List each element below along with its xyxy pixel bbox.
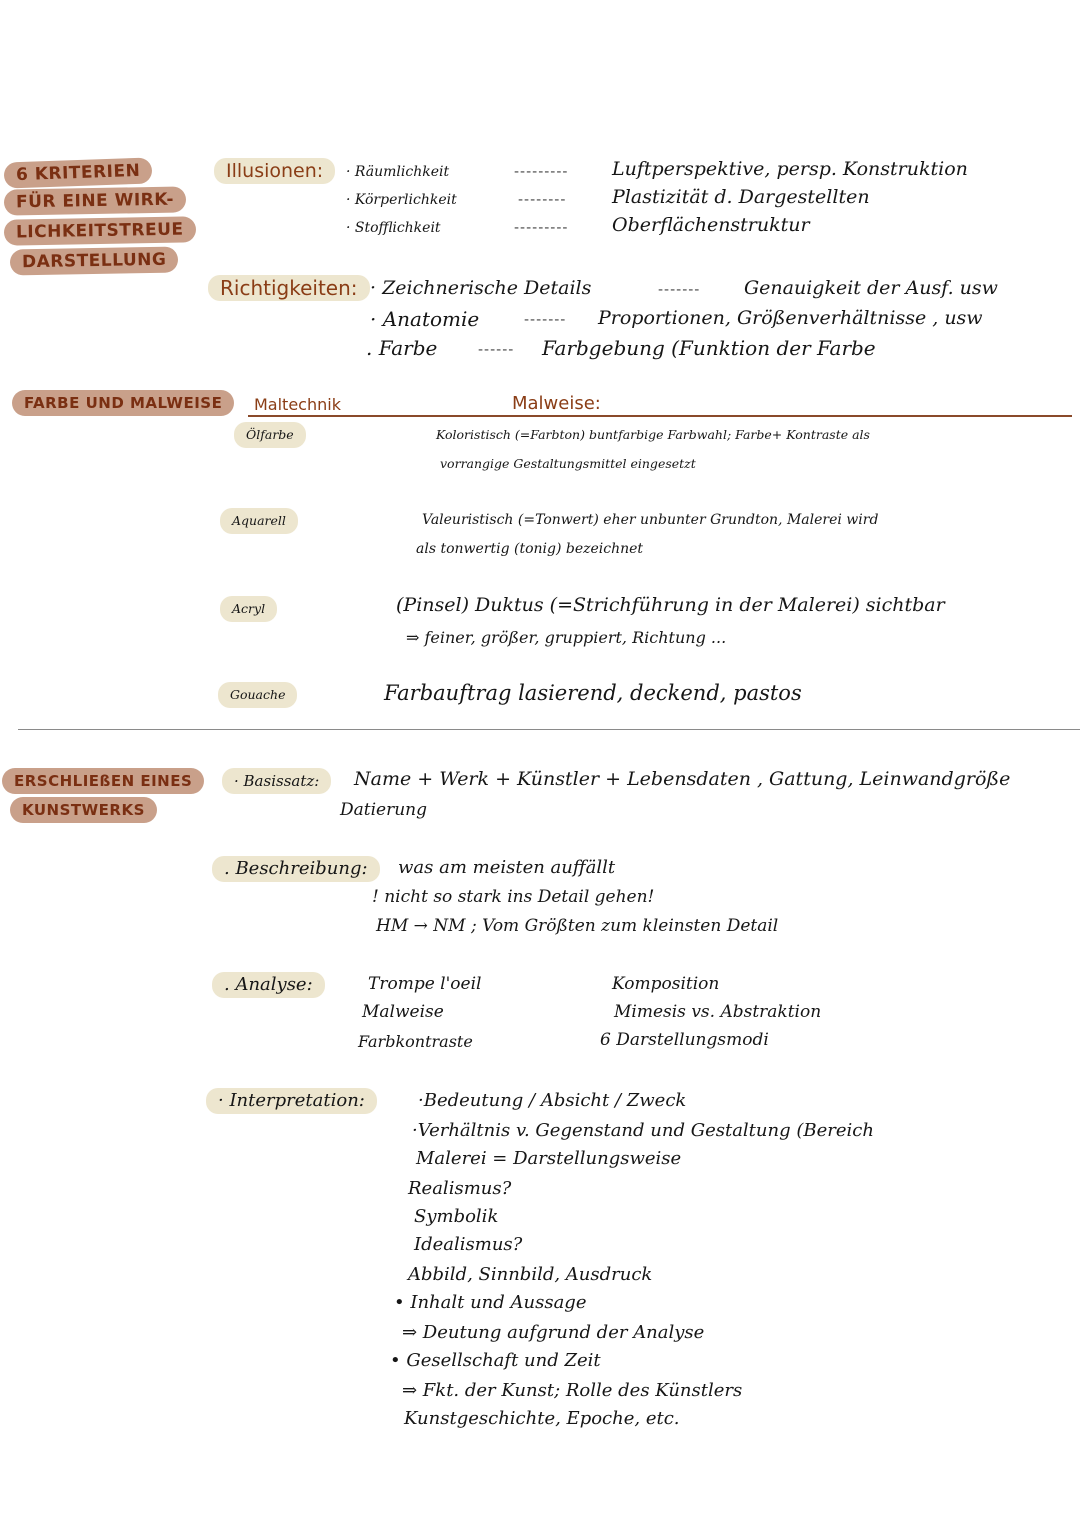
section-tag-kriterien-line-2: FÜR EINE WIRK- xyxy=(4,186,186,215)
technik-gouache: Gouache xyxy=(218,682,297,708)
malweise-aquarell-line-2: als tonwertig (tonig) bezeichnet xyxy=(416,541,644,557)
interpretation-line-12: Kunstgeschichte, Epoche, etc. xyxy=(404,1408,680,1429)
illusionen-desc-1: Luftperspektive, persp. Konstruktion xyxy=(612,158,968,180)
malweise-aquarell-line-1: Valeuristisch (=Tonwert) eher unbunter Grundton, Malerei wird xyxy=(422,512,879,528)
section-tag-kriterien-line-3: LICHKEITSTREUE xyxy=(4,216,196,245)
interpretation-line-4: Realismus? xyxy=(408,1178,512,1199)
richtigkeiten-term-2: · Anatomie xyxy=(370,307,480,331)
beschreibung-line-3: HM → NM ; Vom Größten zum kleinsten Detail xyxy=(376,916,779,936)
interpretation-line-5: Symbolik xyxy=(414,1206,499,1227)
malweise-oelfarbe-line-2: vorrangige Gestaltungsmittel eingesetzt xyxy=(440,456,696,471)
interpretation-line-10: • Gesellschaft und Zeit xyxy=(390,1350,601,1371)
analyse-label: . Analyse: xyxy=(212,972,325,998)
illusionen-term-2: · Körperlichkeit xyxy=(346,192,457,208)
column-header-maltechnik: Maltechnik xyxy=(254,395,341,414)
richtigkeiten-dash-1: ------- xyxy=(658,282,701,298)
analyse-col1-item-3: Farbkontraste xyxy=(358,1032,473,1051)
section-tag-kriterien-line-4: DARSTELLUNG xyxy=(10,247,179,276)
column-header-malweise: Malweise: xyxy=(512,393,601,414)
beschreibung-label: . Beschreibung: xyxy=(212,856,380,882)
richtigkeiten-desc-2: Proportionen, Größenverhältnisse , usw xyxy=(598,307,983,329)
richtigkeiten-term-3: . Farbe xyxy=(366,336,438,360)
section-divider xyxy=(18,729,1080,730)
basissatz-line-2: Datierung xyxy=(340,800,428,820)
analyse-col1-item-1: Trompe l'oeil xyxy=(368,974,482,994)
section-tag-kriterien-line-1: 6 KRITERIEN xyxy=(4,157,153,188)
section-tag-erschliessen-line-2: KUNSTWERKS xyxy=(10,797,157,823)
basissatz-label: · Basissatz: xyxy=(222,768,331,794)
analyse-col2-item-3: 6 Darstellungsmodi xyxy=(600,1030,769,1050)
technik-acryl: Acryl xyxy=(220,596,277,622)
richtigkeiten-term-1: · Zeichnerische Details xyxy=(370,277,592,299)
analyse-col2-item-2: Mimesis vs. Abstraktion xyxy=(614,1002,822,1022)
richtigkeiten-desc-1: Genauigkeit der Ausf. usw xyxy=(744,277,998,299)
section-tag-farbe: FARBE UND MALWEISE xyxy=(12,390,234,416)
illusionen-term-3: · Stofflichkeit xyxy=(346,220,441,236)
basissatz-line-1: Name + Werk + Künstler + Lebensdaten , Gattung, Leinwandgröße xyxy=(354,768,1011,790)
analyse-col2-item-1: Komposition xyxy=(612,974,720,994)
illusionen-dash-3: --------- xyxy=(514,220,569,236)
richtigkeiten-desc-3: Farbgebung (Funktion der Farbe xyxy=(542,336,876,360)
section-tag-erschliessen-line-1: ERSCHLIEßEN EINES xyxy=(2,768,204,794)
illusionen-dash-2: -------- xyxy=(518,192,567,208)
analyse-col1-item-2: Malweise xyxy=(362,1002,444,1022)
beschreibung-line-2: ! nicht so stark ins Detail gehen! xyxy=(372,887,655,907)
malweise-header-rule xyxy=(248,415,1072,417)
interpretation-line-8: • Inhalt und Aussage xyxy=(394,1292,587,1313)
illusionen-label: Illusionen: xyxy=(214,158,335,184)
malweise-acryl-line-1: (Pinsel) Duktus (=Strichführung in der Malerei) sichtbar xyxy=(396,594,945,616)
interpretation-line-3: Malerei = Darstellungsweise xyxy=(416,1148,682,1169)
interpretation-line-9: ⇒ Deutung aufgrund der Analyse xyxy=(402,1322,705,1343)
richtigkeiten-dash-2: ------- xyxy=(524,312,567,328)
beschreibung-line-1: was am meisten auffällt xyxy=(398,857,616,878)
illusionen-term-1: · Räumlichkeit xyxy=(346,164,450,180)
illusionen-desc-3: Oberflächenstruktur xyxy=(612,214,810,236)
interpretation-line-11: ⇒ Fkt. der Kunst; Rolle des Künstlers xyxy=(402,1380,743,1401)
interpretation-line-7: Abbild, Sinnbild, Ausdruck xyxy=(408,1264,653,1285)
illusionen-desc-2: Plastizität d. Dargestellten xyxy=(612,186,870,208)
malweise-oelfarbe-line-1: Koloristisch (=Farbton) buntfarbige Farbwahl; Farbe+ Kontraste als xyxy=(436,427,870,442)
interpretation-line-1: ·Bedeutung / Absicht / Zweck xyxy=(418,1090,687,1111)
technik-oelfarbe: Ölfarbe xyxy=(234,422,306,448)
richtigkeiten-label: Richtigkeiten: xyxy=(208,275,370,301)
interpretation-label: · Interpretation: xyxy=(206,1088,377,1114)
malweise-acryl-line-2: ⇒ feiner, größer, gruppiert, Richtung ... xyxy=(406,628,727,647)
technik-aquarell: Aquarell xyxy=(220,508,298,534)
illusionen-dash-1: --------- xyxy=(514,164,569,180)
interpretation-line-6: Idealismus? xyxy=(414,1234,523,1255)
interpretation-line-2: ·Verhältnis v. Gegenstand und Gestaltung (Bereich xyxy=(412,1120,874,1141)
malweise-gouache-line-1: Farbauftrag lasierend, deckend, pastos xyxy=(384,681,802,705)
richtigkeiten-dash-3: ------ xyxy=(478,342,515,358)
